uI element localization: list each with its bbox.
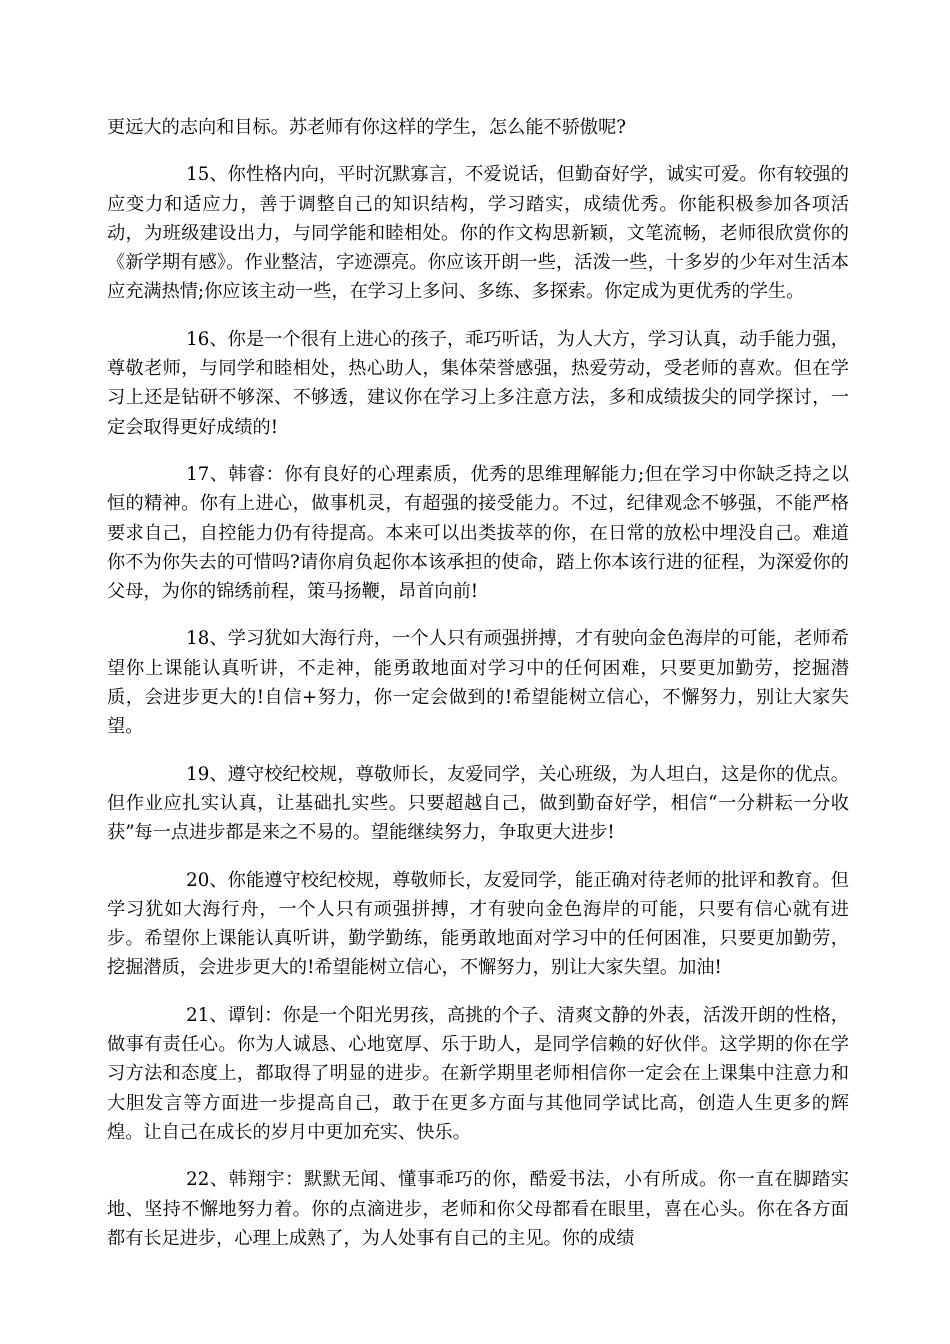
paragraph-16: 16、你是一个很有上进心的孩子，乖巧听话，为人大方，学习认真，动手能力强，尊敬老师，与同学和睦相处，热心助人，集体荣誉感强，热爱劳动，受老师的喜欢。但在学习上还是钻研不够深、不够透，建议你在学习上多注意方法，多和成绩拔尖的同学探讨，一定会取得更好成绩的! [107, 328, 849, 438]
paragraph-17: 17、韩睿：你有良好的心理素质，优秀的思维理解能力;但在学习中你缺乏持之以恒的精神。你有上进心，做事机灵，有超强的接受能力。不过，纪律观念不够强，不能严格要求自己，自控能力仍有待提高。本来可以出类拔萃的你，在日常的放松中埋没自己。难道你不为你失去的可惜吗?请你肩负起你本该承担的使命，踏上你本该行进的征程，为深爱你的父母，为你的锦绣前程，策马扬鞭，昂首向前! [107, 463, 849, 603]
paragraph-19: 19、遵守校纪校规，尊敬师长，友爱同学，关心班级，为人坦白，这是你的优点。但作业应扎实认真，让基础扎实些。只要超越自己，做到勤奋好学，相信“一分耕耘一分收获”每一点进步都是来之不易的。望能继续努力，争取更大进步! [107, 763, 849, 844]
paragraph-18: 18、学习犹如大海行舟，一个人只有顽强拼搏，才有驶向金色海岸的可能，老师希望你上课能认真听讲，不走神，能勇敢地面对学习中的任何困难，只要更加勤劳，挖掘潜质，会进步更大的!自信+努力，你一定会做到的!希望能树立信心，不懈努力，别让大家失望。 [107, 628, 849, 738]
paragraph-22: 22、韩翔宇：默默无闻、懂事乖巧的你，酷爱书法，小有所成。你一直在脚踏实地、坚持不懈地努力着。你的点滴进步，老师和你父母都看在眼里，喜在心头。你在各方面都有长足进步，心理上成熟了，为人处事有自己的主见。你的成绩 [107, 1169, 849, 1249]
paragraph-20: 20、你能遵守校纪校规，尊敬师长，友爱同学，能正确对待老师的批评和教育。但学习犹如大海行舟，一个人只有顽强拼搏，才有驶向金色海岸的可能，只要有信心就有进步。希望你上课能认真听讲，勤学勤练，能勇敢地面对学习中的任何困准，只要更加勤劳，挖掘潜质，会进步更大的!希望能树立信心，不懈努力，别让大家失望。加油! [107, 869, 849, 979]
paragraph-14-continuation: 更远大的志向和目标。苏老师有你这样的学生，怎么能不骄傲呢? [107, 117, 627, 138]
document-page [107, 113, 849, 1271]
paragraph-21: 21、谭钊：你是一个阳光男孩，高挑的个子、清爽文静的外表，活泼开朗的性格，做事有责任心。你为人诚恳、心地宽厚、乐于助人，是同学信赖的好伙伴。这学期的你在学习方法和态度上，都取得了明显的进步。在新学期里老师相信你一定会在上课集中注意力和大胆发言等方面进一步提高自己，敢于在更多方面与其他同学试比高，创造人生更多的辉煌。让自己在成长的岁月中更加充实、快乐。 [107, 1004, 849, 1143]
paragraph-15: 15、你性格内向，平时沉默寡言，不爱说话，但勤奋好学，诚实可爱。你有较强的应变力和适应力，善于调整自己的知识结构，学习踏实，成绩优秀。你能积极参加各项活动，为班级建设出力，与同学能和睦相处。你的作文构思新颖，文笔流畅，老师很欣赏你的《新学期有感》。作业整洁，字迹漂亮。你应该开朗一些，活泼一些，十多岁的少年对生活本应充满热情;你应该主动一些，在学习上多问、多练、多探索。你定成为更优秀的学生。 [107, 164, 849, 303]
